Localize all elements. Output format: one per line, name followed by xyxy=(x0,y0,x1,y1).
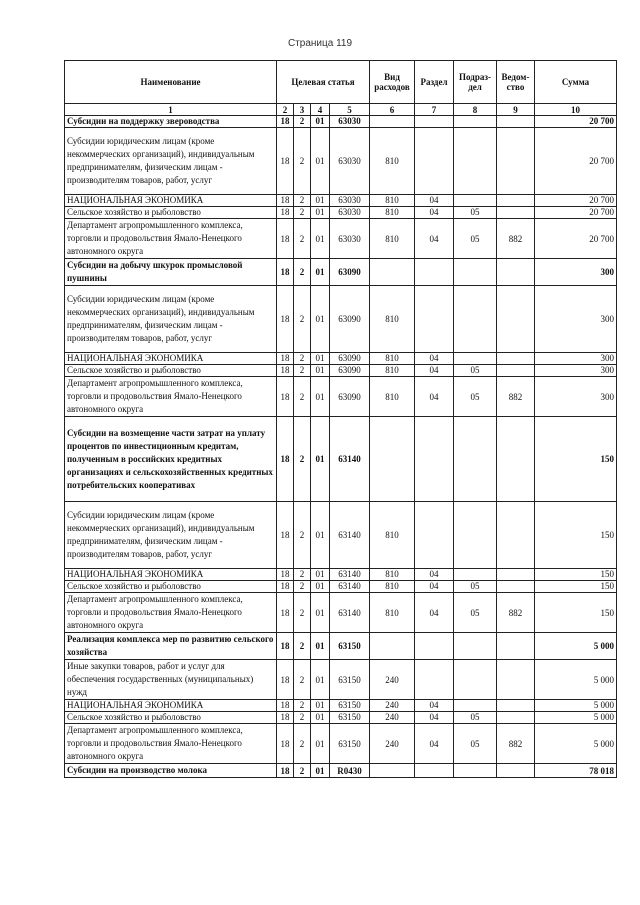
column-number-row xyxy=(65,104,617,116)
subsection xyxy=(454,128,497,195)
target-code-1: 18 xyxy=(277,633,294,660)
amount: 20 700 xyxy=(535,116,617,128)
expense-type xyxy=(370,417,415,502)
target-code-2: 2 xyxy=(294,581,311,593)
section: 04 xyxy=(415,365,454,377)
department-code xyxy=(497,569,535,581)
section: 04 xyxy=(415,700,454,712)
target-code-2: 2 xyxy=(294,128,311,195)
amount: 5 000 xyxy=(535,724,617,764)
department-code xyxy=(497,116,535,128)
section xyxy=(415,502,454,569)
amount: 78 018 xyxy=(535,764,617,778)
target-code-1: 18 xyxy=(277,286,294,353)
target-code-2: 2 xyxy=(294,207,311,219)
target-code-1: 18 xyxy=(277,581,294,593)
target-code-4: 63150 xyxy=(330,633,370,660)
amount: 300 xyxy=(535,377,617,417)
target-code-2: 2 xyxy=(294,286,311,353)
subsection: 05 xyxy=(454,377,497,417)
target-code-4: 63150 xyxy=(330,660,370,700)
subsection xyxy=(454,353,497,365)
target-code-3: 01 xyxy=(311,569,330,581)
target-code-3: 01 xyxy=(311,764,330,778)
target-code-4: 63090 xyxy=(330,365,370,377)
item-name: НАЦИОНАЛЬНАЯ ЭКОНОМИКА xyxy=(65,700,277,712)
department-code xyxy=(497,502,535,569)
target-code-3: 01 xyxy=(311,116,330,128)
target-code-2: 2 xyxy=(294,569,311,581)
item-name: Субсидии юридическим лицам (кроме некоммерческих организаций), индивидуальным предпринимателям, физическим лицам - производителям товаров, работ, услуг xyxy=(65,502,277,569)
section xyxy=(415,286,454,353)
target-code-1: 18 xyxy=(277,764,294,778)
section xyxy=(415,417,454,502)
amount: 5 000 xyxy=(535,712,617,724)
table-row xyxy=(65,724,617,764)
amount: 300 xyxy=(535,365,617,377)
table-header-row xyxy=(65,61,617,104)
section: 04 xyxy=(415,195,454,207)
expense-type: 810 xyxy=(370,128,415,195)
department-code xyxy=(497,128,535,195)
expense-type: 810 xyxy=(370,365,415,377)
target-code-1: 18 xyxy=(277,724,294,764)
target-code-1: 18 xyxy=(277,712,294,724)
subsection xyxy=(454,764,497,778)
header-name: Наименование xyxy=(65,61,277,104)
table-row xyxy=(65,219,617,259)
table-row xyxy=(65,593,617,633)
col-number: 9 xyxy=(497,104,535,116)
target-code-4: 63030 xyxy=(330,116,370,128)
target-code-4: 63030 xyxy=(330,195,370,207)
expense-type: 240 xyxy=(370,660,415,700)
amount: 300 xyxy=(535,286,617,353)
item-name: Субсидии юридическим лицам (кроме некоммерческих организаций), индивидуальным предпринимателям, физическим лицам - производителям товаров, работ, услуг xyxy=(65,286,277,353)
target-code-4: 63090 xyxy=(330,377,370,417)
target-code-4: 63090 xyxy=(330,353,370,365)
target-code-3: 01 xyxy=(311,195,330,207)
amount: 5 000 xyxy=(535,700,617,712)
subsection xyxy=(454,660,497,700)
subsection xyxy=(454,569,497,581)
target-code-4: 63030 xyxy=(330,207,370,219)
col-number: 8 xyxy=(454,104,497,116)
target-code-1: 18 xyxy=(277,195,294,207)
target-code-2: 2 xyxy=(294,593,311,633)
department-code xyxy=(497,633,535,660)
header-subsection: Подраз-дел xyxy=(454,61,497,104)
target-code-4: R0430 xyxy=(330,764,370,778)
target-code-4: 63150 xyxy=(330,712,370,724)
target-code-1: 18 xyxy=(277,353,294,365)
target-code-3: 01 xyxy=(311,633,330,660)
header-section: Раздел xyxy=(415,61,454,104)
table-row xyxy=(65,712,617,724)
section: 04 xyxy=(415,712,454,724)
item-name: Сельское хозяйство и рыболовство xyxy=(65,207,277,219)
target-code-1: 18 xyxy=(277,417,294,502)
target-code-1: 18 xyxy=(277,502,294,569)
target-code-1: 18 xyxy=(277,377,294,417)
amount: 150 xyxy=(535,581,617,593)
target-code-4: 63090 xyxy=(330,286,370,353)
header-target-article: Целевая статья xyxy=(277,61,370,104)
target-code-3: 01 xyxy=(311,502,330,569)
col-number: 2 xyxy=(277,104,294,116)
item-name: Субсидии на поддержку звероводства xyxy=(65,116,277,128)
item-name: Субсидии на добычу шкурок промысловой пушнины xyxy=(65,259,277,286)
amount: 300 xyxy=(535,259,617,286)
target-code-1: 18 xyxy=(277,219,294,259)
col-number: 3 xyxy=(294,104,311,116)
amount: 150 xyxy=(535,593,617,633)
target-code-1: 18 xyxy=(277,700,294,712)
item-name: Реализация комплекса мер по развитию сельского хозяйства xyxy=(65,633,277,660)
target-code-2: 2 xyxy=(294,417,311,502)
target-code-4: 63090 xyxy=(330,259,370,286)
header-expense-type: Вид расходов xyxy=(370,61,415,104)
section: 04 xyxy=(415,377,454,417)
table-row xyxy=(65,502,617,569)
target-code-3: 01 xyxy=(311,593,330,633)
col-number: 5 xyxy=(330,104,370,116)
department-code: 882 xyxy=(497,219,535,259)
target-code-2: 2 xyxy=(294,353,311,365)
table-row xyxy=(65,259,617,286)
expense-type xyxy=(370,259,415,286)
amount: 20 700 xyxy=(535,207,617,219)
expense-type: 810 xyxy=(370,195,415,207)
subsection xyxy=(454,633,497,660)
table-row xyxy=(65,286,617,353)
table-row xyxy=(65,764,617,778)
department-code xyxy=(497,417,535,502)
col-number: 6 xyxy=(370,104,415,116)
subsection xyxy=(454,259,497,286)
section xyxy=(415,259,454,286)
target-code-1: 18 xyxy=(277,259,294,286)
section xyxy=(415,128,454,195)
expense-type: 810 xyxy=(370,581,415,593)
target-code-3: 01 xyxy=(311,207,330,219)
table-row xyxy=(65,633,617,660)
expense-type: 810 xyxy=(370,377,415,417)
section: 04 xyxy=(415,219,454,259)
target-code-4: 63150 xyxy=(330,724,370,764)
table-row xyxy=(65,116,617,128)
expense-type: 240 xyxy=(370,724,415,764)
expense-type: 810 xyxy=(370,219,415,259)
target-code-4: 63150 xyxy=(330,700,370,712)
target-code-4: 63140 xyxy=(330,417,370,502)
department-code: 882 xyxy=(497,377,535,417)
section: 04 xyxy=(415,581,454,593)
section xyxy=(415,116,454,128)
target-code-1: 18 xyxy=(277,116,294,128)
table-row xyxy=(65,377,617,417)
target-code-4: 63030 xyxy=(330,128,370,195)
expense-type: 810 xyxy=(370,569,415,581)
item-name: Иные закупки товаров, работ и услуг для обеспечения государственных (муниципальных) нужд xyxy=(65,660,277,700)
department-code xyxy=(497,712,535,724)
subsection: 05 xyxy=(454,365,497,377)
target-code-3: 01 xyxy=(311,417,330,502)
subsection: 05 xyxy=(454,219,497,259)
header-sum: Сумма xyxy=(535,61,617,104)
target-code-2: 2 xyxy=(294,712,311,724)
target-code-2: 2 xyxy=(294,633,311,660)
item-name: Субсидии на возмещение части затрат на уплату процентов по инвестиционным кредитам, полученным в российских кредитных организациях и сельскохозяйственных кредитных потребительских кооперативах xyxy=(65,417,277,502)
target-code-3: 01 xyxy=(311,353,330,365)
expense-type: 810 xyxy=(370,286,415,353)
target-code-3: 01 xyxy=(311,660,330,700)
department-code xyxy=(497,207,535,219)
expense-type: 810 xyxy=(370,353,415,365)
target-code-2: 2 xyxy=(294,219,311,259)
amount: 20 700 xyxy=(535,128,617,195)
department-code xyxy=(497,286,535,353)
target-code-1: 18 xyxy=(277,207,294,219)
col-number: 7 xyxy=(415,104,454,116)
target-code-1: 18 xyxy=(277,593,294,633)
subsection: 05 xyxy=(454,593,497,633)
expense-type xyxy=(370,764,415,778)
target-code-4: 63140 xyxy=(330,581,370,593)
amount: 5 000 xyxy=(535,633,617,660)
target-code-2: 2 xyxy=(294,724,311,764)
target-code-4: 63030 xyxy=(330,219,370,259)
target-code-2: 2 xyxy=(294,502,311,569)
table-row xyxy=(65,417,617,502)
department-code: 882 xyxy=(497,724,535,764)
expense-type: 240 xyxy=(370,712,415,724)
amount: 150 xyxy=(535,417,617,502)
target-code-4: 63140 xyxy=(330,569,370,581)
target-code-2: 2 xyxy=(294,700,311,712)
amount: 20 700 xyxy=(535,219,617,259)
target-code-3: 01 xyxy=(311,581,330,593)
section: 04 xyxy=(415,593,454,633)
table-row xyxy=(65,128,617,195)
item-name: НАЦИОНАЛЬНАЯ ЭКОНОМИКА xyxy=(65,195,277,207)
expense-type xyxy=(370,633,415,660)
target-code-2: 2 xyxy=(294,764,311,778)
table-row xyxy=(65,207,617,219)
section xyxy=(415,633,454,660)
table-row xyxy=(65,660,617,700)
item-name: Департамент агропромышленного комплекса, торговли и продовольствия Ямало-Ненецкого автономного округа xyxy=(65,219,277,259)
target-code-1: 18 xyxy=(277,365,294,377)
target-code-3: 01 xyxy=(311,128,330,195)
header-department: Ведом-ство xyxy=(497,61,535,104)
target-code-2: 2 xyxy=(294,660,311,700)
subsection xyxy=(454,417,497,502)
section: 04 xyxy=(415,569,454,581)
section: 04 xyxy=(415,353,454,365)
target-code-3: 01 xyxy=(311,219,330,259)
target-code-2: 2 xyxy=(294,116,311,128)
col-number: 4 xyxy=(311,104,330,116)
table-row xyxy=(65,195,617,207)
item-name: НАЦИОНАЛЬНАЯ ЭКОНОМИКА xyxy=(65,569,277,581)
amount: 150 xyxy=(535,569,617,581)
table-body xyxy=(65,116,617,778)
amount: 150 xyxy=(535,502,617,569)
amount: 5 000 xyxy=(535,660,617,700)
target-code-3: 01 xyxy=(311,724,330,764)
target-code-3: 01 xyxy=(311,365,330,377)
target-code-4: 63140 xyxy=(330,593,370,633)
table-row xyxy=(65,581,617,593)
department-code xyxy=(497,365,535,377)
subsection: 05 xyxy=(454,581,497,593)
target-code-2: 2 xyxy=(294,377,311,417)
target-code-3: 01 xyxy=(311,377,330,417)
subsection: 05 xyxy=(454,712,497,724)
subsection: 05 xyxy=(454,207,497,219)
target-code-2: 2 xyxy=(294,259,311,286)
subsection xyxy=(454,700,497,712)
table-row xyxy=(65,569,617,581)
item-name: Департамент агропромышленного комплекса, торговли и продовольствия Ямало-Ненецкого автономного округа xyxy=(65,377,277,417)
amount: 300 xyxy=(535,353,617,365)
department-code xyxy=(497,764,535,778)
target-code-2: 2 xyxy=(294,195,311,207)
department-code xyxy=(497,700,535,712)
section xyxy=(415,764,454,778)
subsection xyxy=(454,286,497,353)
table-row xyxy=(65,365,617,377)
page-number: Страница 119 xyxy=(287,38,353,49)
department-code: 882 xyxy=(497,593,535,633)
target-code-1: 18 xyxy=(277,660,294,700)
budget-table xyxy=(64,60,617,778)
target-code-2: 2 xyxy=(294,365,311,377)
item-name: Департамент агропромышленного комплекса, торговли и продовольствия Ямало-Ненецкого автономного округа xyxy=(65,593,277,633)
target-code-4: 63140 xyxy=(330,502,370,569)
subsection xyxy=(454,195,497,207)
expense-type: 810 xyxy=(370,593,415,633)
department-code xyxy=(497,259,535,286)
item-name: Сельское хозяйство и рыболовство xyxy=(65,712,277,724)
item-name: Субсидии на производство молока xyxy=(65,764,277,778)
subsection xyxy=(454,116,497,128)
target-code-3: 01 xyxy=(311,700,330,712)
department-code xyxy=(497,195,535,207)
item-name: Сельское хозяйство и рыболовство xyxy=(65,581,277,593)
item-name: НАЦИОНАЛЬНАЯ ЭКОНОМИКА xyxy=(65,353,277,365)
expense-type: 240 xyxy=(370,700,415,712)
department-code xyxy=(497,353,535,365)
expense-type: 810 xyxy=(370,502,415,569)
target-code-3: 01 xyxy=(311,286,330,353)
target-code-3: 01 xyxy=(311,259,330,286)
amount: 20 700 xyxy=(535,195,617,207)
expense-type: 810 xyxy=(370,207,415,219)
department-code xyxy=(497,581,535,593)
subsection xyxy=(454,502,497,569)
table-row xyxy=(65,700,617,712)
target-code-1: 18 xyxy=(277,128,294,195)
section xyxy=(415,660,454,700)
item-name: Сельское хозяйство и рыболовство xyxy=(65,365,277,377)
department-code xyxy=(497,660,535,700)
subsection: 05 xyxy=(454,724,497,764)
target-code-1: 18 xyxy=(277,569,294,581)
section: 04 xyxy=(415,724,454,764)
item-name: Субсидии юридическим лицам (кроме некоммерческих организаций), индивидуальным предпринимателям, физическим лицам - производителям товаров, работ, услуг xyxy=(65,128,277,195)
expense-type xyxy=(370,116,415,128)
section: 04 xyxy=(415,207,454,219)
target-code-3: 01 xyxy=(311,712,330,724)
table-row xyxy=(65,353,617,365)
item-name: Департамент агропромышленного комплекса, торговли и продовольствия Ямало-Ненецкого автономного округа xyxy=(65,724,277,764)
col-number: 1 xyxy=(65,104,277,116)
col-number: 10 xyxy=(535,104,617,116)
